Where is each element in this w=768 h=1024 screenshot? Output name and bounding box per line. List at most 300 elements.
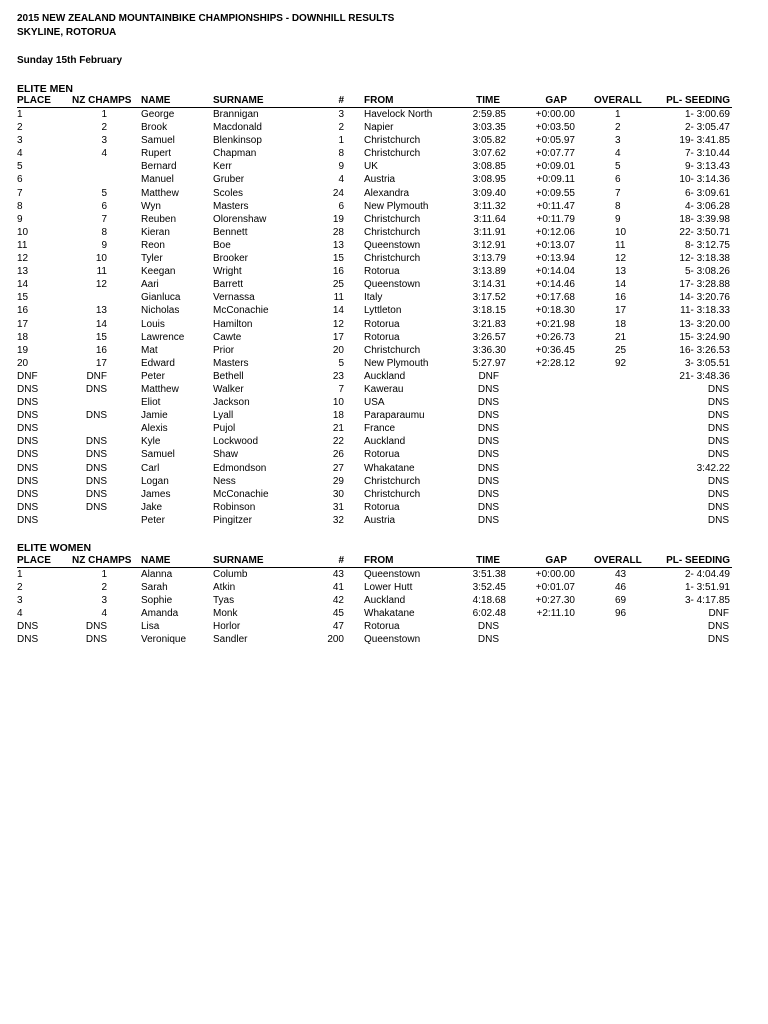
place-cell: 10 xyxy=(17,226,29,238)
gap-cell: +0:03.50 xyxy=(535,122,575,134)
table-row xyxy=(17,265,732,278)
gap-cell: +0:09.55 xyxy=(535,187,575,199)
place-cell: 9 xyxy=(17,213,23,225)
table-row xyxy=(17,396,732,409)
column-header-overall: OVERALL xyxy=(594,555,642,566)
place-cell: 19 xyxy=(17,344,29,356)
place-cell: 1 xyxy=(17,109,23,120)
hometown-cell: New Plymouth xyxy=(364,200,429,212)
nz-champs-cell: 1 xyxy=(101,109,107,120)
hometown-cell: Rotorua xyxy=(364,501,400,513)
place-cell: DNS xyxy=(17,383,39,395)
place-cell: DNS xyxy=(17,462,39,474)
surname-cell: Horlor xyxy=(213,621,241,633)
column-header-from: FROM xyxy=(364,95,394,106)
gap-cell: +0:00.00 xyxy=(535,109,575,120)
hometown-cell: UK xyxy=(364,161,378,173)
hometown-cell: Austria xyxy=(364,174,396,186)
hometown-cell: Christchurch xyxy=(364,488,421,500)
surname-cell: Wright xyxy=(213,266,242,278)
place-cell: DNS xyxy=(17,410,39,422)
nz-champs-cell: 3 xyxy=(101,135,107,147)
first-name-cell: Keegan xyxy=(141,266,176,278)
race-number-cell: 15 xyxy=(332,253,344,265)
elite-men-title: ELITE MEN xyxy=(17,83,74,95)
race-number-cell: 5 xyxy=(338,357,344,369)
race-number-cell: 47 xyxy=(332,621,344,633)
overall-cell: 43 xyxy=(615,569,627,580)
hometown-cell: Queenstown xyxy=(364,239,421,251)
first-name-cell: Alexis xyxy=(141,423,168,435)
hometown-cell: Christchurch xyxy=(364,253,421,265)
seeding-cell: 21- 3:48.36 xyxy=(679,370,730,382)
table-row xyxy=(17,462,732,475)
table-row xyxy=(17,594,732,607)
hometown-cell: Christchurch xyxy=(364,226,421,238)
first-name-cell: Lisa xyxy=(141,621,160,633)
first-name-cell: Wyn xyxy=(141,200,161,212)
hometown-cell: Queenstown xyxy=(364,569,421,580)
date-line: Sunday 15th February xyxy=(17,55,123,66)
first-name-cell: Reon xyxy=(141,239,165,251)
place-cell: 18 xyxy=(17,331,29,343)
seeding-cell: 4- 3:06.28 xyxy=(684,200,730,212)
overall-cell: 96 xyxy=(615,608,627,620)
seeding-cell: 17- 3:28.88 xyxy=(679,279,730,291)
race-number-cell: 26 xyxy=(332,449,344,461)
first-name-cell: Logan xyxy=(141,475,169,487)
table-row xyxy=(17,187,732,200)
surname-cell: Hamilton xyxy=(213,318,253,330)
gap-cell: +0:26.73 xyxy=(535,331,575,343)
seeding-cell: 19- 3:41.85 xyxy=(679,135,730,147)
race-number-cell: 13 xyxy=(332,239,344,251)
surname-cell: Monk xyxy=(213,608,238,620)
nz-champs-cell: 6 xyxy=(101,200,107,212)
hometown-cell: Havelock North xyxy=(364,109,433,120)
place-cell: 6 xyxy=(17,174,23,186)
gap-cell: +0:01.07 xyxy=(535,582,575,594)
time-cell: 4:18.68 xyxy=(472,595,506,607)
race-number-cell: 29 xyxy=(332,475,344,487)
gap-cell: +0:07.77 xyxy=(535,148,575,160)
time-cell: 3:21.83 xyxy=(472,318,506,330)
race-number-cell: 32 xyxy=(332,514,344,526)
seeding-cell: 1- 3:00.69 xyxy=(684,109,730,120)
race-number-cell: 42 xyxy=(332,595,344,607)
place-cell: 1 xyxy=(17,569,23,580)
race-number-cell: 25 xyxy=(332,279,344,291)
time-cell: 3:05.82 xyxy=(472,135,506,147)
table-row xyxy=(17,448,732,461)
time-cell: DNS xyxy=(477,410,499,422)
table-row xyxy=(17,370,732,383)
seeding-cell: DNF xyxy=(708,608,729,620)
place-cell: DNS xyxy=(17,634,39,646)
surname-cell: Pujol xyxy=(213,423,236,435)
time-cell: DNS xyxy=(477,423,499,435)
nz-champs-cell: DNS xyxy=(85,410,107,422)
race-number-cell: 1 xyxy=(338,135,344,147)
table-row xyxy=(17,620,732,633)
race-number-cell: 4 xyxy=(338,174,344,186)
place-cell: 12 xyxy=(17,253,29,265)
hometown-cell: Rotorua xyxy=(364,449,400,461)
table-row xyxy=(17,331,732,344)
race-number-cell: 16 xyxy=(332,266,344,278)
surname-cell: Barrett xyxy=(213,279,244,291)
time-cell: DNS xyxy=(477,488,499,500)
nz-champs-cell: DNS xyxy=(85,634,107,646)
nz-champs-cell: 5 xyxy=(101,187,107,199)
table-row xyxy=(17,291,732,304)
surname-cell: Walker xyxy=(213,383,244,395)
table-row xyxy=(17,633,732,646)
gap-cell: +2:11.10 xyxy=(536,608,575,620)
surname-cell: Kerr xyxy=(213,161,232,173)
hometown-cell: Austria xyxy=(364,514,396,526)
first-name-cell: Manuel xyxy=(141,174,174,186)
surname-cell: Ness xyxy=(213,475,236,487)
place-cell: 4 xyxy=(17,608,23,620)
place-cell: 2 xyxy=(17,582,23,594)
table-row xyxy=(17,581,732,594)
place-cell: 15 xyxy=(17,292,29,304)
race-number-cell: 18 xyxy=(332,410,344,422)
overall-cell: 17 xyxy=(615,305,627,317)
surname-cell: Lockwood xyxy=(213,436,259,448)
overall-cell: 69 xyxy=(615,595,627,607)
hometown-cell: Paraparaumu xyxy=(364,410,425,422)
column-header-seeding: PL- SEEDING xyxy=(666,555,730,566)
table-row xyxy=(17,488,732,501)
overall-cell: 11 xyxy=(615,239,626,251)
seeding-cell: 16- 3:26.53 xyxy=(679,344,730,356)
race-number-cell: 23 xyxy=(332,370,344,382)
table-row xyxy=(17,147,732,160)
seeding-cell: DNS xyxy=(707,634,729,646)
gap-cell: +0:14.46 xyxy=(535,279,575,291)
time-cell: 3:03.35 xyxy=(472,122,506,134)
seeding-cell: DNS xyxy=(707,449,729,461)
table-row xyxy=(17,252,732,265)
hometown-cell: Rotorua xyxy=(364,318,400,330)
first-name-cell: Sarah xyxy=(141,582,168,594)
venue-line: SKYLINE, ROTORUA xyxy=(17,27,117,38)
place-cell: DNS xyxy=(17,423,39,435)
surname-cell: Pingitzer xyxy=(213,514,252,526)
place-cell: DNS xyxy=(17,501,39,513)
seeding-cell: 11- 3:18.33 xyxy=(680,305,730,317)
gap-cell: +0:05.97 xyxy=(535,135,575,147)
table-row xyxy=(17,435,732,448)
table-row xyxy=(17,422,732,435)
column-header-nz-champs: NZ CHAMPS xyxy=(72,95,132,106)
column-header-seeding: PL- SEEDING xyxy=(666,95,730,106)
nz-champs-cell: 2 xyxy=(101,122,107,134)
nz-champs-cell: 1 xyxy=(101,569,107,580)
surname-cell: Atkin xyxy=(213,582,236,594)
time-cell: 3:13.79 xyxy=(472,253,506,265)
nz-champs-cell: 12 xyxy=(95,279,107,291)
hometown-cell: Christchurch xyxy=(364,135,421,147)
first-name-cell: Louis xyxy=(141,318,165,330)
time-cell: 2:59.85 xyxy=(472,109,506,120)
place-cell: 7 xyxy=(17,187,23,199)
surname-cell: Brooker xyxy=(213,253,249,265)
surname-cell: Cawte xyxy=(213,331,242,343)
first-name-cell: Samuel xyxy=(141,449,175,461)
nz-champs-cell: 13 xyxy=(95,305,107,317)
column-header-gap: GAP xyxy=(545,95,567,106)
place-cell: 20 xyxy=(17,357,29,369)
table-row xyxy=(17,304,732,317)
time-cell: 3:51.38 xyxy=(472,569,506,580)
race-number-cell: 3 xyxy=(338,109,344,120)
gap-cell: +0:27.30 xyxy=(535,595,575,607)
table-row xyxy=(17,160,732,173)
place-cell: DNS xyxy=(17,514,39,526)
surname-cell: Masters xyxy=(213,357,249,369)
gap-cell: +0:09.01 xyxy=(535,161,575,173)
time-cell: DNS xyxy=(477,501,499,513)
gap-cell: +0:13.94 xyxy=(535,253,575,265)
hometown-cell: Queenstown xyxy=(364,279,421,291)
place-cell: 3 xyxy=(17,595,23,607)
hometown-cell: Auckland xyxy=(364,370,406,382)
column-header-place: PLACE xyxy=(17,95,51,106)
table-row xyxy=(17,108,732,121)
race-number-cell: 24 xyxy=(332,187,344,199)
hometown-cell: Christchurch xyxy=(364,213,421,225)
seeding-cell: 3:42.22 xyxy=(696,462,730,474)
time-cell: DNS xyxy=(477,621,499,633)
first-name-cell: Peter xyxy=(141,370,165,382)
hometown-cell: Auckland xyxy=(364,595,406,607)
column-header-time: TIME xyxy=(476,555,500,566)
race-number-cell: 20 xyxy=(332,344,344,356)
seeding-cell: 14- 3:20.76 xyxy=(679,292,730,304)
column-header-time: TIME xyxy=(476,95,500,106)
time-cell: DNS xyxy=(477,462,499,474)
first-name-cell: Matthew xyxy=(141,383,179,395)
nz-champs-cell: DNF xyxy=(86,370,107,382)
column-header-name: NAME xyxy=(141,555,171,566)
column-header-nz-champs: NZ CHAMPS xyxy=(72,555,132,566)
overall-cell: 14 xyxy=(615,279,627,291)
surname-cell: Blenkinsop xyxy=(213,135,262,147)
surname-cell: Bennett xyxy=(213,226,248,238)
first-name-cell: Gianluca xyxy=(141,292,181,304)
place-cell: 3 xyxy=(17,135,23,147)
surname-cell: Tyas xyxy=(213,595,235,607)
gap-cell: +2:28.12 xyxy=(535,357,575,369)
time-cell: DNS xyxy=(477,634,499,646)
table-row xyxy=(17,607,732,620)
seeding-cell: 6- 3:09.61 xyxy=(684,187,730,199)
place-cell: DNS xyxy=(17,436,39,448)
column-header-number: # xyxy=(338,555,344,566)
place-cell: DNS xyxy=(17,449,39,461)
table-row xyxy=(17,514,732,527)
first-name-cell: Tyler xyxy=(141,253,163,265)
seeding-cell: DNS xyxy=(707,397,729,409)
overall-cell: 3 xyxy=(615,135,621,147)
seeding-cell: DNS xyxy=(707,488,729,500)
gap-cell: +0:17.68 xyxy=(535,292,575,304)
column-header-surname: SURNAME xyxy=(213,95,264,106)
surname-cell: Jackson xyxy=(213,397,250,409)
overall-cell: 10 xyxy=(615,226,627,238)
first-name-cell: Jake xyxy=(141,501,163,513)
seeding-cell: DNS xyxy=(707,621,729,633)
table-row xyxy=(17,409,732,422)
column-header-gap: GAP xyxy=(545,555,567,566)
document-title: 2015 NEW ZEALAND MOUNTAINBIKE CHAMPIONSHIPS - DOWNHILL RESULTS xyxy=(17,13,395,24)
hometown-cell: Napier xyxy=(364,122,394,134)
time-cell: 3:09.40 xyxy=(472,187,506,199)
surname-cell: Bethell xyxy=(213,370,244,382)
seeding-cell: 3- 4:17.85 xyxy=(684,595,730,607)
surname-cell: McConachie xyxy=(213,305,269,317)
place-cell: 13 xyxy=(17,266,29,278)
gap-cell: +0:13.07 xyxy=(535,239,575,251)
overall-cell: 46 xyxy=(615,582,627,594)
time-cell: 3:12.91 xyxy=(472,239,506,251)
gap-cell: +0:00.00 xyxy=(535,569,575,580)
overall-cell: 92 xyxy=(615,357,627,369)
nz-champs-cell: 15 xyxy=(95,331,107,343)
nz-champs-cell: DNS xyxy=(85,462,107,474)
seeding-cell: 5- 3:08.26 xyxy=(684,266,730,278)
surname-cell: Columb xyxy=(213,569,248,580)
place-cell: DNS xyxy=(17,475,39,487)
time-cell: 3:14.31 xyxy=(472,279,506,291)
nz-champs-cell: 3 xyxy=(101,595,107,607)
first-name-cell: Matthew xyxy=(141,187,179,199)
first-name-cell: Kieran xyxy=(141,226,170,238)
surname-cell: Macdonald xyxy=(213,122,262,134)
time-cell: 3:26.57 xyxy=(472,331,506,343)
surname-cell: Masters xyxy=(213,200,249,212)
place-cell: DNS xyxy=(17,397,39,409)
overall-cell: 13 xyxy=(615,266,627,278)
seeding-cell: 22- 3:50.71 xyxy=(679,226,730,238)
overall-cell: 25 xyxy=(615,344,627,356)
race-number-cell: 200 xyxy=(327,634,344,646)
hometown-cell: Alexandra xyxy=(364,187,410,199)
seeding-cell: DNS xyxy=(707,436,729,448)
time-cell: DNS xyxy=(477,449,499,461)
nz-champs-cell: 17 xyxy=(95,357,107,369)
seeding-cell: 7- 3:10.44 xyxy=(684,148,730,160)
nz-champs-cell: 4 xyxy=(101,608,107,620)
seeding-cell: DNS xyxy=(707,410,729,422)
hometown-cell: Christchurch xyxy=(364,148,421,160)
seeding-cell: 10- 3:14.36 xyxy=(679,174,730,186)
place-cell: 5 xyxy=(17,161,23,173)
race-number-cell: 30 xyxy=(332,488,344,500)
surname-cell: McConachie xyxy=(213,488,269,500)
table-row xyxy=(17,475,732,488)
seeding-cell: 18- 3:39.98 xyxy=(679,213,730,225)
place-cell: 2 xyxy=(17,122,23,134)
first-name-cell: Mat xyxy=(141,344,158,356)
column-header-from: FROM xyxy=(364,555,394,566)
surname-cell: Boe xyxy=(213,239,231,251)
gap-cell: +0:09.11 xyxy=(536,174,575,186)
race-number-cell: 19 xyxy=(332,213,344,225)
nz-champs-cell: 11 xyxy=(96,266,107,278)
race-number-cell: 27 xyxy=(332,462,344,474)
time-cell: DNS xyxy=(477,475,499,487)
race-number-cell: 2 xyxy=(338,122,344,134)
time-cell: 5:27.97 xyxy=(472,357,506,369)
race-number-cell: 41 xyxy=(332,582,344,594)
first-name-cell: Veronique xyxy=(141,634,187,646)
table-row xyxy=(17,501,732,514)
place-cell: 14 xyxy=(17,279,29,291)
nz-champs-cell: 10 xyxy=(95,253,107,265)
time-cell: DNS xyxy=(477,397,499,409)
nz-champs-cell: DNS xyxy=(85,436,107,448)
time-cell: DNS xyxy=(477,383,499,395)
hometown-cell: Kawerau xyxy=(364,383,404,395)
race-number-cell: 7 xyxy=(338,383,344,395)
first-name-cell: Brook xyxy=(141,122,168,134)
nz-champs-cell: DNS xyxy=(85,621,107,633)
race-number-cell: 21 xyxy=(332,423,344,435)
time-cell: DNF xyxy=(478,370,499,382)
table-row xyxy=(17,383,732,396)
time-cell: 3:11.64 xyxy=(473,213,506,225)
time-cell: 3:08.95 xyxy=(472,174,506,186)
race-number-cell: 31 xyxy=(332,501,344,513)
hometown-cell: Rotorua xyxy=(364,331,400,343)
overall-cell: 1 xyxy=(615,109,621,120)
nz-champs-cell: DNS xyxy=(85,488,107,500)
seeding-cell: DNS xyxy=(707,514,729,526)
hometown-cell: Christchurch xyxy=(364,344,421,356)
first-name-cell: Reuben xyxy=(141,213,177,225)
surname-cell: Robinson xyxy=(213,501,256,513)
seeding-cell: 13- 3:20.00 xyxy=(679,318,730,330)
time-cell: 3:17.52 xyxy=(472,292,506,304)
nz-champs-cell: DNS xyxy=(85,449,107,461)
hometown-cell: Queenstown xyxy=(364,634,421,646)
time-cell: 3:36.30 xyxy=(472,344,506,356)
elite-women-title: ELITE WOMEN xyxy=(17,542,92,554)
overall-cell: 7 xyxy=(615,187,621,199)
gap-cell: +0:14.04 xyxy=(535,266,575,278)
place-cell: 16 xyxy=(17,305,29,317)
place-cell: DNS xyxy=(17,488,39,500)
hometown-cell: Lower Hutt xyxy=(364,582,413,594)
table-row xyxy=(17,278,732,291)
overall-cell: 18 xyxy=(615,318,627,330)
seeding-cell: 12- 3:18.38 xyxy=(679,253,730,265)
hometown-cell: Whakatane xyxy=(364,462,415,474)
overall-cell: 21 xyxy=(615,331,627,343)
seeding-cell: DNS xyxy=(707,383,729,395)
seeding-cell: 15- 3:24.90 xyxy=(679,331,730,343)
overall-cell: 9 xyxy=(615,213,621,225)
race-number-cell: 11 xyxy=(333,292,344,304)
first-name-cell: George xyxy=(141,109,175,120)
first-name-cell: Amanda xyxy=(141,608,179,620)
seeding-cell: DNS xyxy=(707,423,729,435)
time-cell: 3:11.32 xyxy=(473,200,506,212)
